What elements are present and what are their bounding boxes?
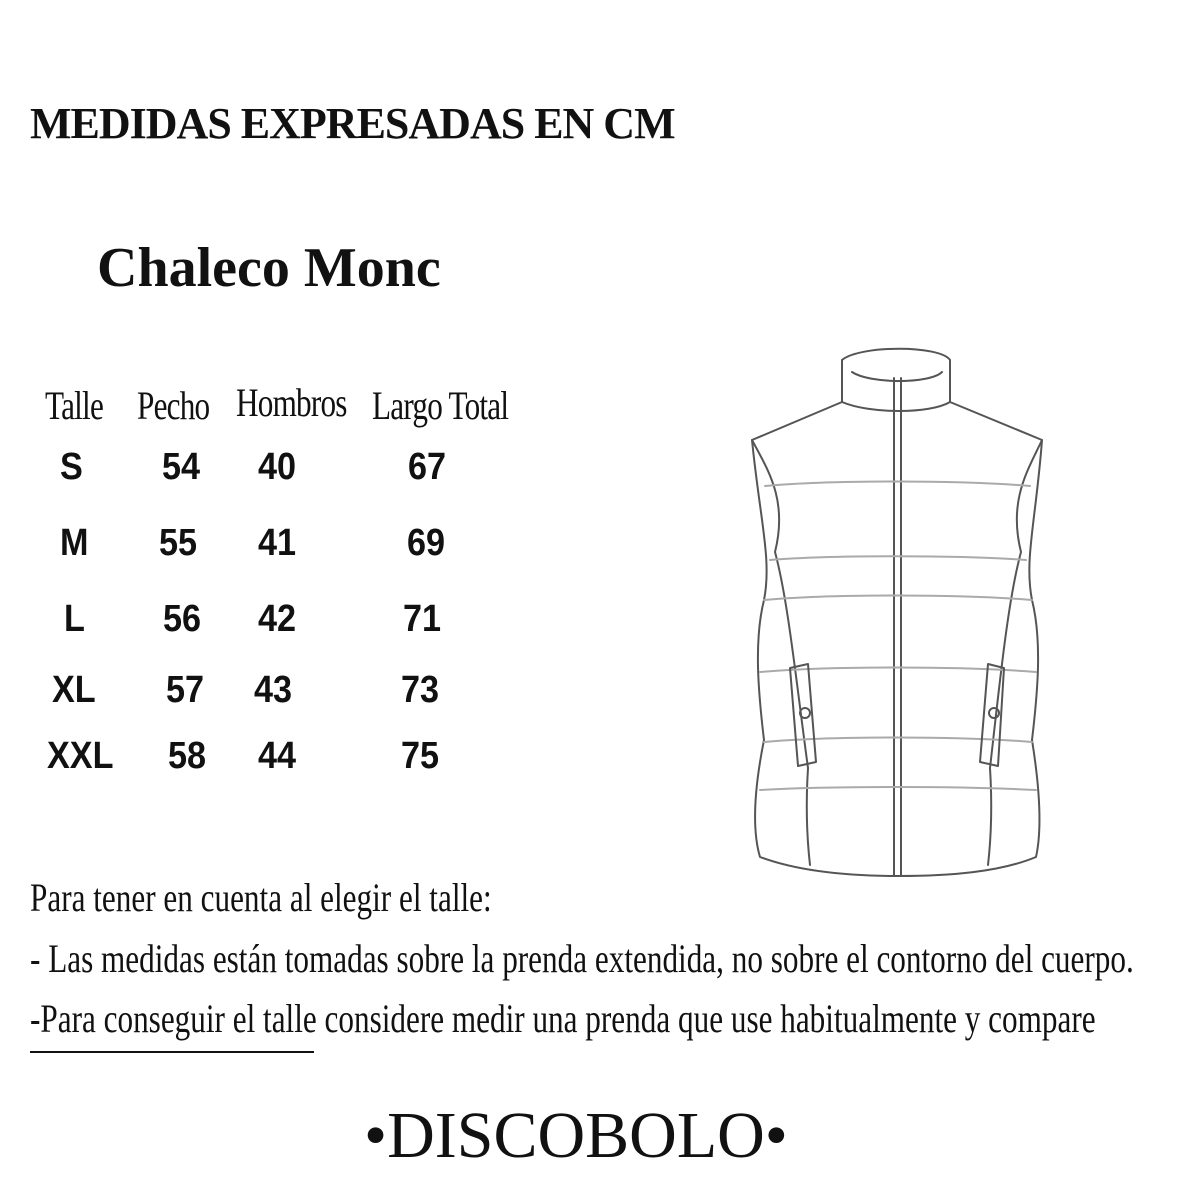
pecho-cell: 56 [163,598,202,640]
pecho-cell: 54 [162,446,201,488]
hombros-cell: 43 [254,669,293,711]
hombros-cell: 44 [258,735,297,777]
largo-cell: 67 [408,446,447,488]
largo-cell: 75 [401,735,440,777]
column-header-talle: Talle [45,383,104,428]
size-cell: XL [52,669,96,711]
pecho-cell: 58 [168,735,207,777]
hombros-cell: 41 [258,522,297,564]
column-header-pecho: Pecho [137,383,210,428]
size-cell: M [60,522,89,564]
pecho-cell: 57 [166,669,205,711]
units-heading: MEDIDAS EXPRESADAS EN CM [30,99,675,148]
largo-cell: 69 [407,522,446,564]
puffer-vest-icon [745,340,1055,880]
hombros-cell: 42 [258,598,297,640]
pecho-cell: 55 [159,522,198,564]
size-cell: L [64,598,85,640]
largo-cell: 73 [401,669,440,711]
size-cell: XXL [47,735,114,777]
brand-logo: •DISCOBOLO• [364,1099,788,1172]
notes-underline [30,1051,314,1053]
notes-line-2: -Para conseguir el talle considere medir una prenda que use habitualmente y compare [30,996,1096,1041]
notes-line-1: - Las medidas están tomadas sobre la prenda extendida, no sobre el contorno del cuerpo. [30,936,1134,981]
hombros-cell: 40 [258,446,297,488]
column-header-largo-total: Largo Total [372,383,509,428]
largo-cell: 71 [403,598,442,640]
size-cell: S [60,446,83,488]
column-header-hombros: Hombros [236,380,347,425]
notes-intro: Para tener en cuenta al elegir el talle: [30,875,492,920]
product-title: Chaleco Monc [97,237,441,299]
